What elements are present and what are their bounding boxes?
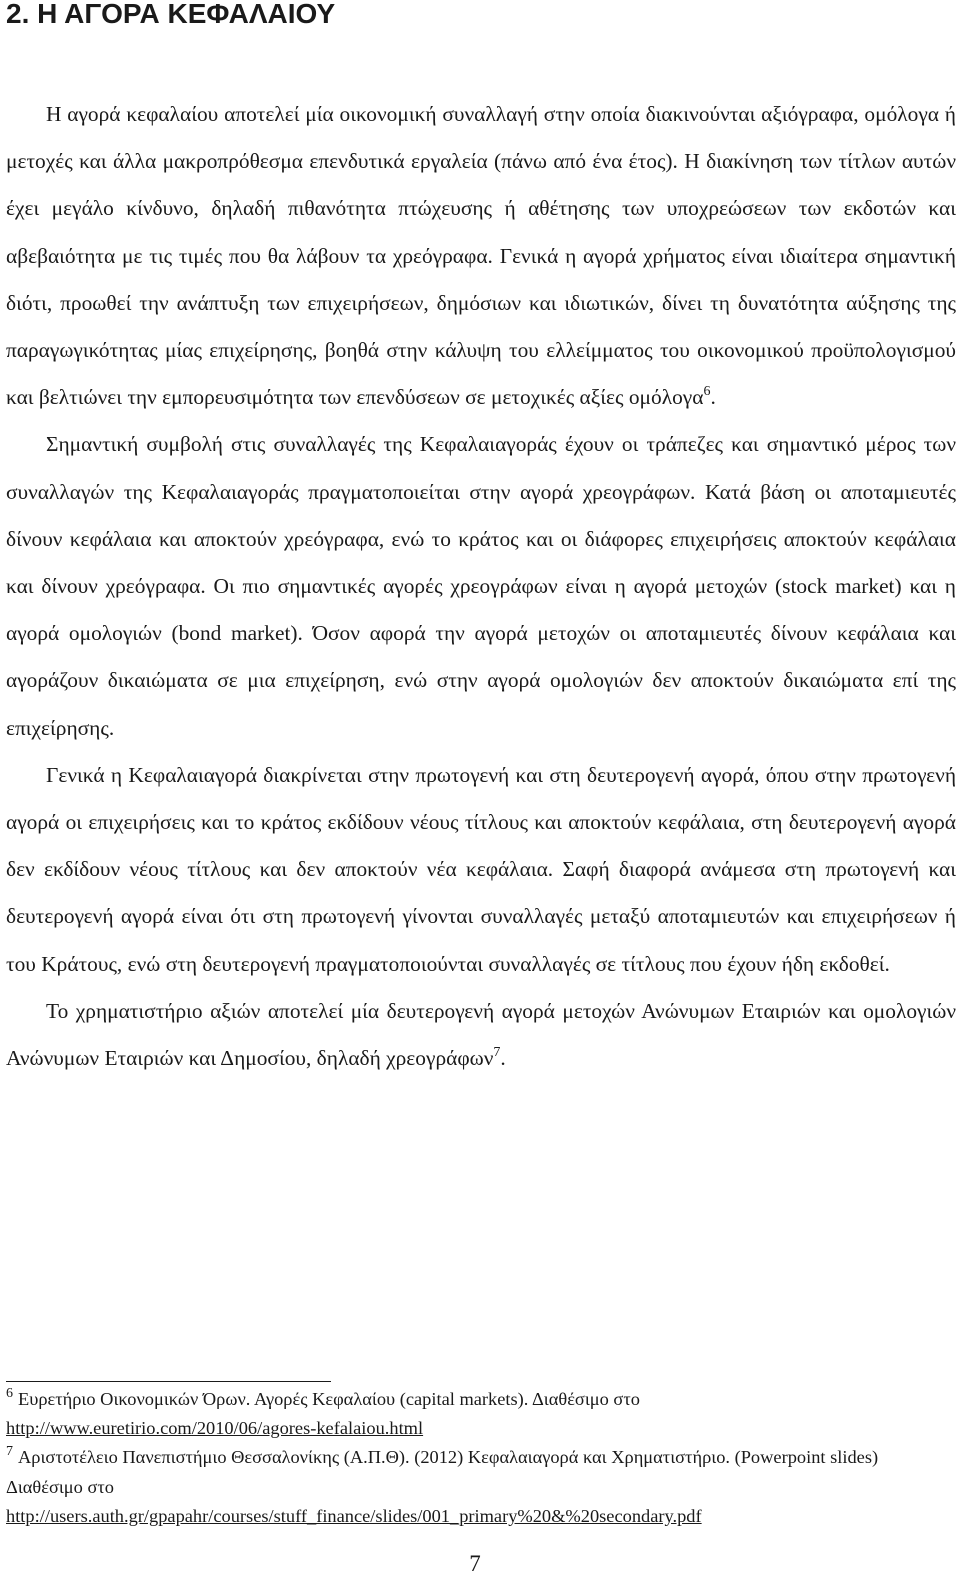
footnote xyxy=(6,1385,956,1443)
paragraph xyxy=(6,752,956,988)
footnote-link[interactable]: http://www.euretirio.com/2010/06/agores-kefalaiou.html xyxy=(6,1418,424,1439)
paragraph-text: Γενικά η Κεφαλαιαγορά διακρίνεται στην πρωτογενή και στη δευτερογενή αγορά, όπου στην πρωτογενή αγορά οι επιχειρήσεις και το κράτος εκδίδουν νέους τίτλους και αποκτούν κεφάλαια, στη δευτερογενή αγορά δεν εκδίδουν νέους τίτλους και δεν αποκτούν νέα κεφάλαια. Σαφή διαφορά ανάμεσα στη πρωτογενή και δευτερογενή αγορά είναι ότι στη πρωτογενή γίνονται συναλλαγές μεταξύ αποταμιευτών και επιχειρήσεων ή του Κράτους, ενώ στη δευτερογενή πραγματοποιούνται συναλλαγές σε τίτλους που έχουν ήδη εκδοθεί. xyxy=(6,762,956,976)
footnote-number: 7 xyxy=(6,1444,13,1460)
paragraph-text-end: . xyxy=(500,1046,506,1071)
paragraph xyxy=(6,421,956,751)
section-heading: 2. Η ΑΓΟΡΑ ΚΕΦΑΛΑΙΟΥ xyxy=(6,0,336,29)
paragraph-text: Η αγορά κεφαλαίου αποτελεί μία οικονομική συναλλαγή στην οποία διακινούνται αξιόγραφα, ομόλογα ή μετοχές και άλλα μακροπρόθεσμα επενδυτικά εργαλεία (πάνω από ένα έτος). Η διακίνηση των τίτλων αυτών έχει μεγάλο κίνδυνο, δηλαδή πιθανότητα πτώχευσης ή αθέτησης των υποχρεώσεων των εκδοτών και αβεβαιότητα με τις τιμές που θα λάβουν τα χρεόγραφα. Γενικά η αγορά χρήματος είναι ιδιαίτερα σημαντική διότι, προωθεί την ανάπτυξη των επιχειρήσεων, δημόσιων και ιδιωτικών, δίνει τη δυνατότητα αύξησης της παραγωγικότητας μίας επιχείρησης, βοηθά στην κάλυψη του ελλείμματος του οικονομικού προϋπολογισμού και βελτιώνει την εμπορευσιμότητα των επενδύσεων σε μετοχικές αξίες ομόλογα xyxy=(6,102,956,410)
paragraph-text-end: . xyxy=(710,385,716,410)
footnote-reference[interactable]: 7 xyxy=(493,1045,501,1061)
footnote-text: Αριστοτέλειο Πανεπιστήμιο Θεσσαλονίκης (Α.Π.Θ). (2012) Κεφαλαιαγορά και Χρηματιστήριο. (Powerpoint slides) Διαθέσιμο στο xyxy=(6,1447,879,1497)
footnotes xyxy=(6,1385,956,1531)
footnote-text: Ευρετήριο Οικονομικών Όρων. Αγορές Κεφαλαίου (capital markets). Διαθέσιμο στο xyxy=(18,1389,640,1409)
footnote-number: 6 xyxy=(6,1386,13,1401)
body-text xyxy=(6,91,956,1082)
paragraph xyxy=(6,988,956,1082)
paragraph xyxy=(6,91,956,421)
footnote-reference[interactable]: 6 xyxy=(703,384,711,400)
paragraph-text: Το χρηματιστήριο αξιών αποτελεί μία δευτερογενή αγορά μετοχών Ανώνυμων Εταιριών και ομολογιών Ανώνυμων Εταιριών και Δημοσίου, δηλαδή χρεογράφων xyxy=(6,998,956,1071)
footnote-link[interactable]: http://users.auth.gr/gpapahr/courses/stuff_finance/slides/001_primary%20&%20secondary.pdf xyxy=(6,1505,702,1526)
footnote xyxy=(6,1443,956,1531)
paragraph-text: Σημαντική συμβολή στις συναλλαγές της Κεφαλαιαγοράς έχουν οι τράπεζες και σημαντικό μέρος των συναλλαγών της Κεφαλαιαγοράς πραγματοποιείται στην αγορά χρεογράφων. Κατά βάση οι αποταμιευτές δίνουν κεφάλαια και αποκτούν χρεόγραφα, ενώ το κράτος και οι διάφορες επιχειρήσεις αποκτούν κεφάλαια και δίνουν χρεόγραφα. Οι πιο σημαντικές αγορές χρεογράφων είναι η αγορά μετοχών (stock market) και η αγορά ομολογιών (bond market). Όσον αφορά την αγορά μετοχών οι αποταμιευτές δίνουν κεφάλαια και αγοράζουν δικαιώματα σε μια επιχείρηση, ενώ στην αγορά ομολογιών δεν αποκτούν δικαιώματα επί της επιχείρησης. xyxy=(6,432,956,740)
footnote-separator xyxy=(6,1381,331,1382)
page-number: 7 xyxy=(469,1551,481,1576)
